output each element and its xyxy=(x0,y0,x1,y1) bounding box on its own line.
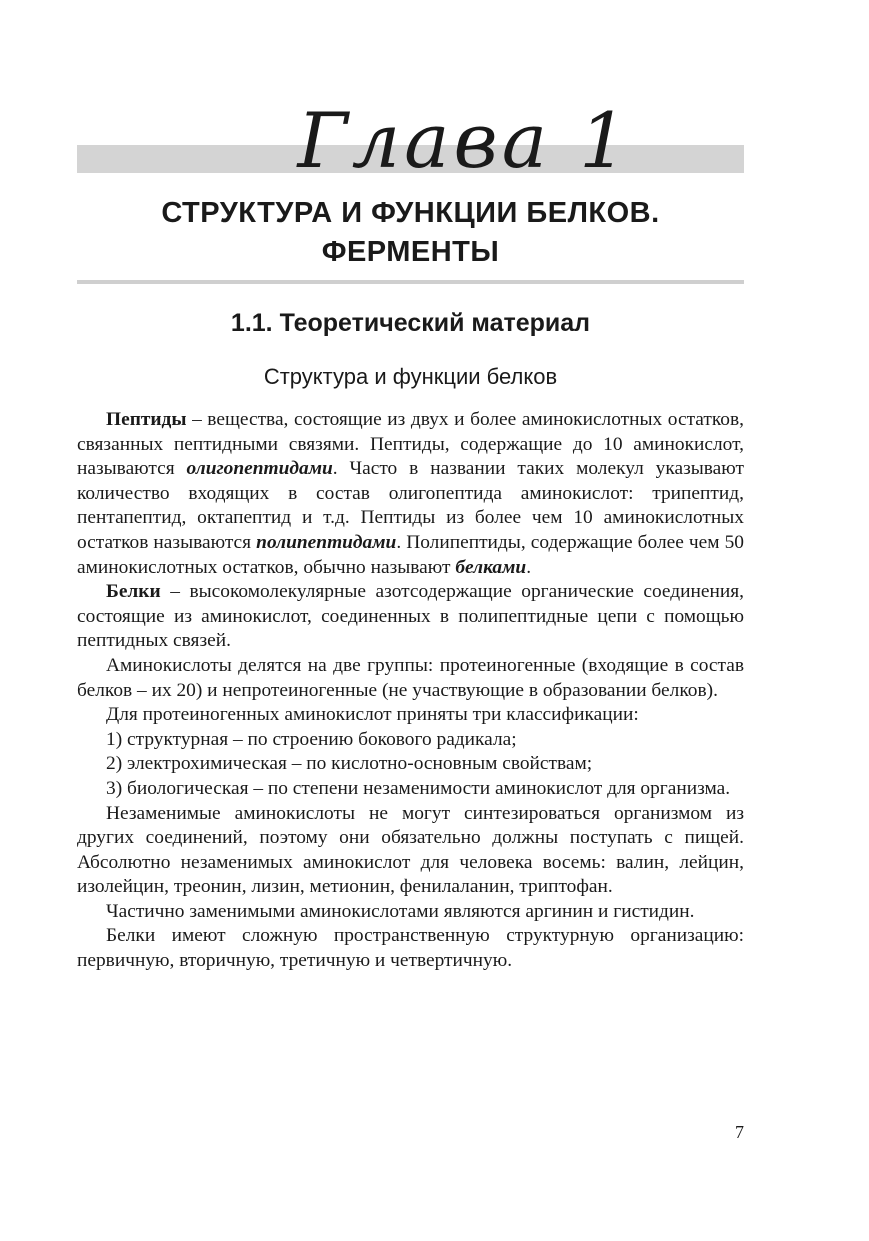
term-peptides: Пептиды xyxy=(106,409,187,430)
body-text xyxy=(77,408,744,974)
term-proteins-italic: белками xyxy=(455,556,527,578)
list-item-electrochemical: 2) электрохимическая – по кислотно-основным свойствам; xyxy=(106,753,593,775)
paragraph-essential: Незаменимые аминокислоты не могут синтезироваться организмом из других соединений, поэтому они обязательно должны поступать с пищей. Абсолютно незаменимых аминокислот для человека восемь: валин, лейцин, изолейцин, треонин, лизин, метионин, фенилаланин, триптофан. xyxy=(77,802,744,898)
page-number: 7 xyxy=(735,1122,744,1142)
paragraph-structure-levels: Белки имеют сложную пространственную структурную организацию: первичную, вторичную, третичную и четвертичную. xyxy=(77,925,744,972)
chapter-heading-line-1: СТРУКТУРА И ФУНКЦИИ БЕЛКОВ. xyxy=(161,197,660,229)
list-item-biological: 3) биологическая – по степени незаменимости аминокислот для организма. xyxy=(106,777,731,799)
term-proteins: Белки xyxy=(106,581,161,603)
chapter-heading-line-2: ФЕРМЕНТЫ xyxy=(321,236,500,268)
chapter-heading xyxy=(77,194,744,272)
paragraph-partially-essential: Частично заменимыми аминокислотами являются аргинин и гистидин. xyxy=(106,900,695,922)
subsection-title: Структура и функции белков xyxy=(263,364,558,389)
paragraph-peptides: Пептиды – вещества, состоящие из двух и более аминокислотных остатков, связанных пептидными связями. Пептиды, содержащие до 10 аминокислот, называются олигопептидами. Часто в названии таких молекул указывают количество входящих в состав олигопептида аминокислот: трипептид, пентапептид, октапептид и т.д. Пептиды из более чем 10 аминокислотных остатков называются полипептидами. Полипептиды, содержащие более чем 50 аминокислотных остатков, обычно называют белками. xyxy=(77,409,744,578)
paragraph-proteins: Белки – высокомолекулярные азотсодержащие органические соединения, состоящие из аминокислот, соединенных в полипептидные цепи с помощью пептидных связей. xyxy=(77,581,744,652)
term-polypeptides: полипептидами xyxy=(256,531,397,553)
heading-divider xyxy=(77,280,744,284)
chapter-label: Глава 1 xyxy=(297,96,632,185)
section-title: 1.1. Теоретический материал xyxy=(230,309,591,337)
paragraph-amino-groups: Аминокислоты делятся на две группы: протеиногенные (входящие в состав белков – их 20) и непротеиногенные (не участвующие в образовании белков). xyxy=(77,654,744,701)
term-oligopeptides: олигопептидами xyxy=(186,458,333,480)
paragraph-classifications: Для протеиногенных аминокислот приняты три классификации: xyxy=(106,704,639,726)
list-item-structural: 1) структурная – по строению бокового радикала; xyxy=(106,728,517,750)
